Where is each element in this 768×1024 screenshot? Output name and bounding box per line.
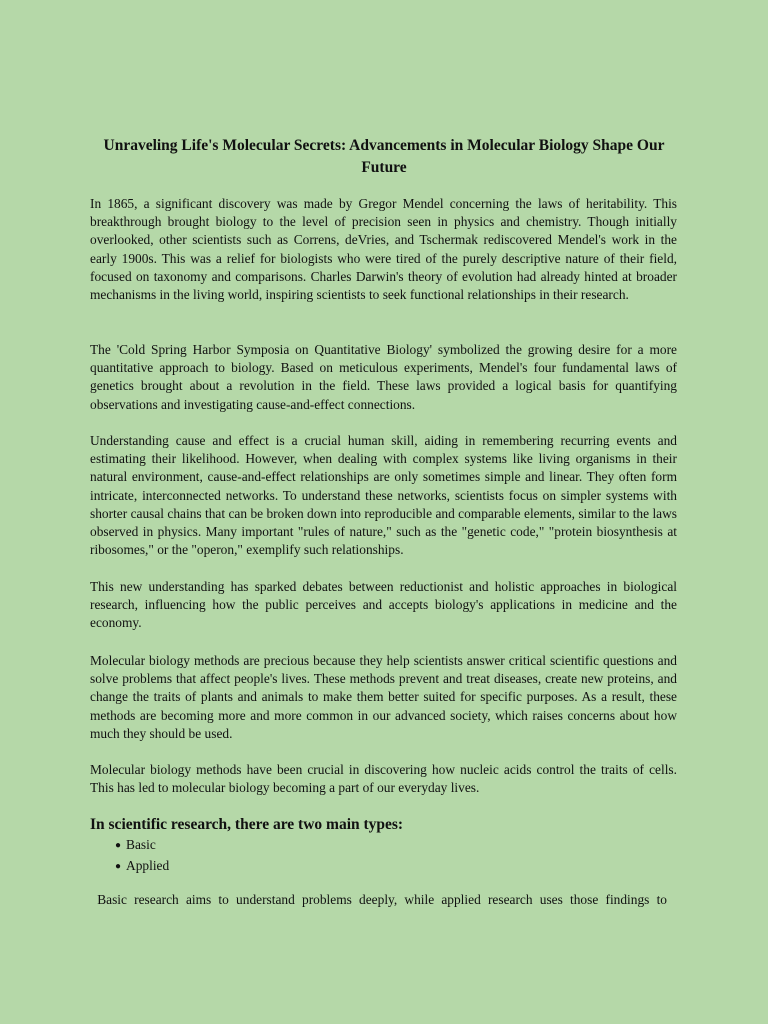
paragraph-reductionist-holistic: This new understanding has sparked debates between reductionist and holistic approaches in biological research, influencing how the public perceives and accepts biology's applications in medicine and the economy.: [90, 579, 677, 631]
paragraph-cause-and-effect: Understanding cause and effect is a crucial human skill, aiding in remembering recurring events and estimating their likelihood. However, when dealing with complex systems like living organisms in their natural environment, cause-and-effect relationships are only sometimes simple and linear. They often form intricate, interconnected networks. To understand these networks, scientists focus on simpler systems with shorter causal chains that can be broken down into reproducible and comparable elements, similar to the laws observed in physics. Many important "rules of nature," such as the "genetic code," "protein biosynthesis at ribosomes," or the "operon," exemplify such relationships.: [90, 433, 677, 558]
list-item: ● Applied: [115, 857, 169, 878]
paragraph-mendel-discovery: In 1865, a significant discovery was made by Gregor Mendel concerning the laws of heritability. This breakthrough brought biology to the level of precision seen in physics and chemistry. Though initially overlooked, other scientists such as Correns, deVries, and Tschermak rediscovered Mendel's work in the early 1900s. This was a relief for biologists who were tired of the purely descriptive nature of their field, focused on taxonomy and comparisons. Charles Darwin's theory of evolution had already hinted at broader mechanisms in the living world, inspiring scientists to seek functional relationships in their research.: [90, 196, 677, 303]
research-types-list: [115, 836, 169, 877]
document-title: Unraveling Life's Molecular Secrets: Advancements in Molecular Biology Shape Our Future: [103, 137, 665, 176]
list-item: ● Basic: [115, 836, 169, 857]
paragraph-cold-spring-harbor: The 'Cold Spring Harbor Symposia on Quantitative Biology' symbolized the growing desire for a more quantitative approach to biology. Based on meticulous experiments, Mendel's four fundamental laws of genetics brought about a revolution in the field. These laws provided a logical basis for quantifying observations and investigating cause-and-effect connections.: [90, 342, 677, 412]
paragraph-molecular-methods: Molecular biology methods are precious because they help scientists answer critical scientific questions and solve problems that affect people's lives. These methods prevent and treat diseases, create new proteins, and change the traits of plants and animals to make them better suited for specific purposes. As a result, these methods are becoming more and more common in our advanced society, which raises concerns about how much they should be used.: [90, 653, 677, 741]
paragraph-nucleic-acids: Molecular biology methods have been crucial in discovering how nucleic acids control the traits of cells. This has led to molecular biology becoming a part of our everyday lives.: [90, 762, 677, 796]
paragraph-basic-vs-applied: Basic research aims to understand problems deeply, while applied research uses those findings to: [90, 892, 667, 907]
research-types-heading: In scientific research, there are two main types:: [90, 816, 404, 833]
